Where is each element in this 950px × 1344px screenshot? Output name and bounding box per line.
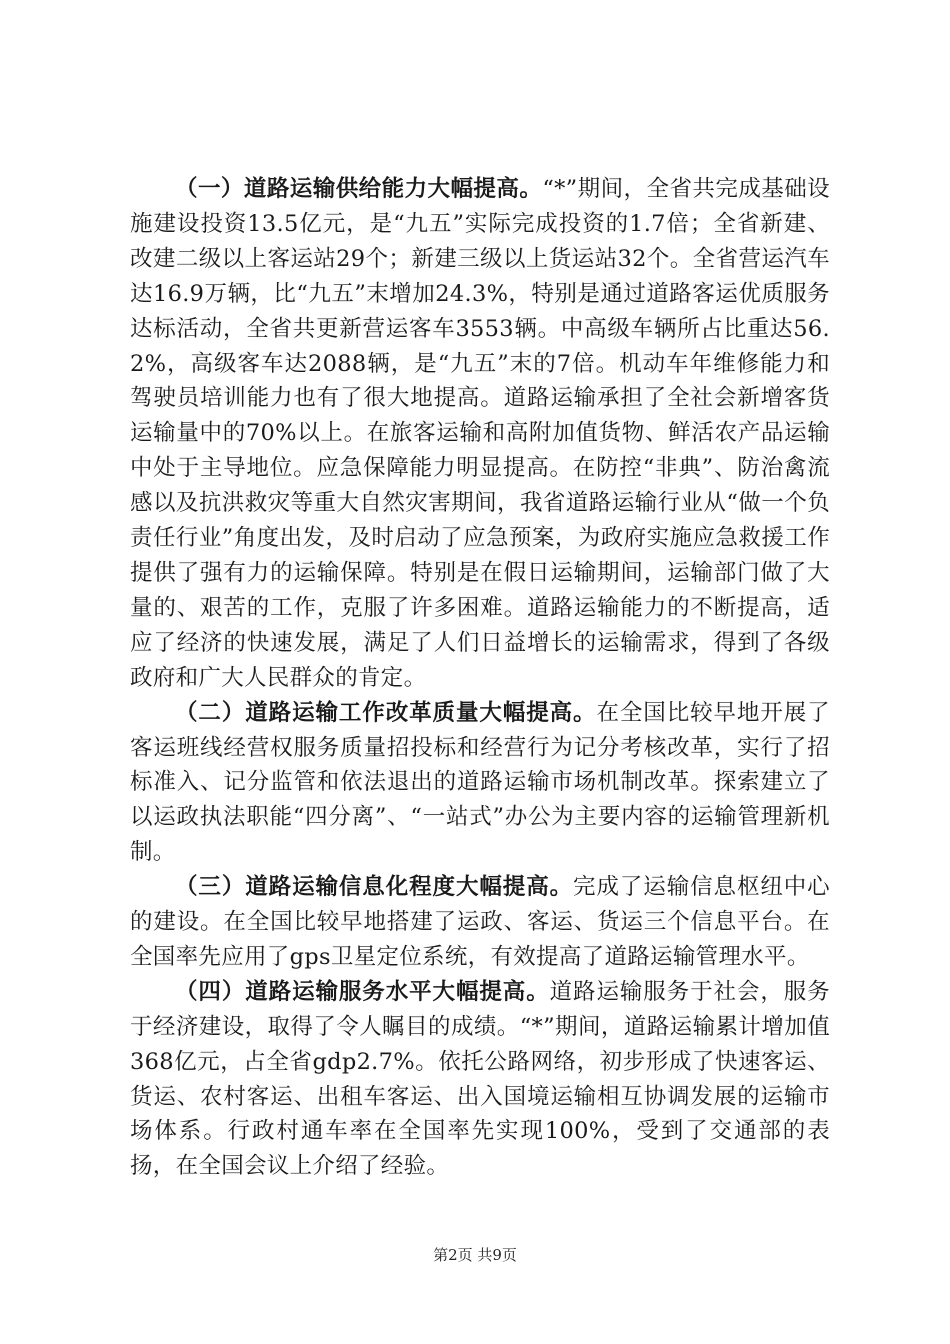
paragraph-informatization <box>130 870 830 975</box>
page-number-footer: 第2页 共9页 <box>433 1246 517 1264</box>
paragraph-text: “*”期间，全省共完成基础设施建设投资13.5亿元，是“九五”实际完成投资的1.7倍；全省新建、改建二级以上客运站29个；新建三级以上货运站32个。全省营运汽车达16.9万辆，比“九五”末增加24.3%，特别是通过道路客运优质服务达标活动，全省共更新营运客车3553辆。中高级车辆所占比重达56.2%，高级客车达2088辆，是“九五”末的7倍。机动车年维修能力和驾驶员培训能力也有了很大地提高。道路运输承担了全社会新增客货运输量中的70%以上。在旅客运输和高附加值货物、鲜活农产品运输中处于主导地位。应急保障能力明显提高。在防控“非典”、防治禽流感以及抗洪救灾等重大自然灾害期间，我省道路运输行业从“做一个负责任行业”角度出发，及时启动了应急预案，为政府实施应急救援工作提供了强有力的运输保障。特别是在假日运输期间，运输部门做了大量的、艰苦的工作，克服了许多困难。道路运输能力的不断提高，适应了经济的快速发展，满足了人们日益增长的运输需求，得到了各级政府和广大人民群众的肯定。 <box>130 176 830 691</box>
paragraph-heading: （二）道路运输工作改革质量大幅提高。 <box>175 699 597 726</box>
paragraph-heading: （一）道路运输供给能力大幅提高。 <box>175 176 543 202</box>
document-body <box>130 172 830 1184</box>
paragraph-service-level <box>130 975 830 1184</box>
paragraph-text: 道路运输服务于社会，服务于经济建设，取得了令人瞩目的成绩。“*”期间，道路运输累计增加值368亿元，占全省gdp2.7%。依托公路网络，初步形成了快速客运、货运、农村客运、出租车客运、出入国境运输相互协调发展的运输市场体系。行政村通车率在全国率先实现100%，受到了交通部的表扬，在全国会议上介绍了经验。 <box>130 978 830 1180</box>
paragraph-heading: （三）道路运输信息化程度大幅提高。 <box>175 874 574 901</box>
paragraph-reform-quality <box>130 696 830 871</box>
paragraph-supply-capacity <box>130 172 830 696</box>
paragraph-text: 完成了运输信息枢纽中心的建设。在全国比较早地搭建了运政、客运、货运三个信息平台。在全国率先应用了gps卫星定位系统，有效提高了道路运输管理水平。 <box>130 874 830 970</box>
paragraph-heading: （四）道路运输服务水平大幅提高。 <box>175 978 550 1005</box>
paragraph-text: 在全国比较早地开展了客运班线经营权服务质量招投标和经营行为记分考核改革，实行了招标准入、记分监管和依法退出的道路运输市场机制改革。探索建立了以运政执法职能“四分离”、“一站式”办公为主要内容的运输管理新机制。 <box>130 699 830 866</box>
